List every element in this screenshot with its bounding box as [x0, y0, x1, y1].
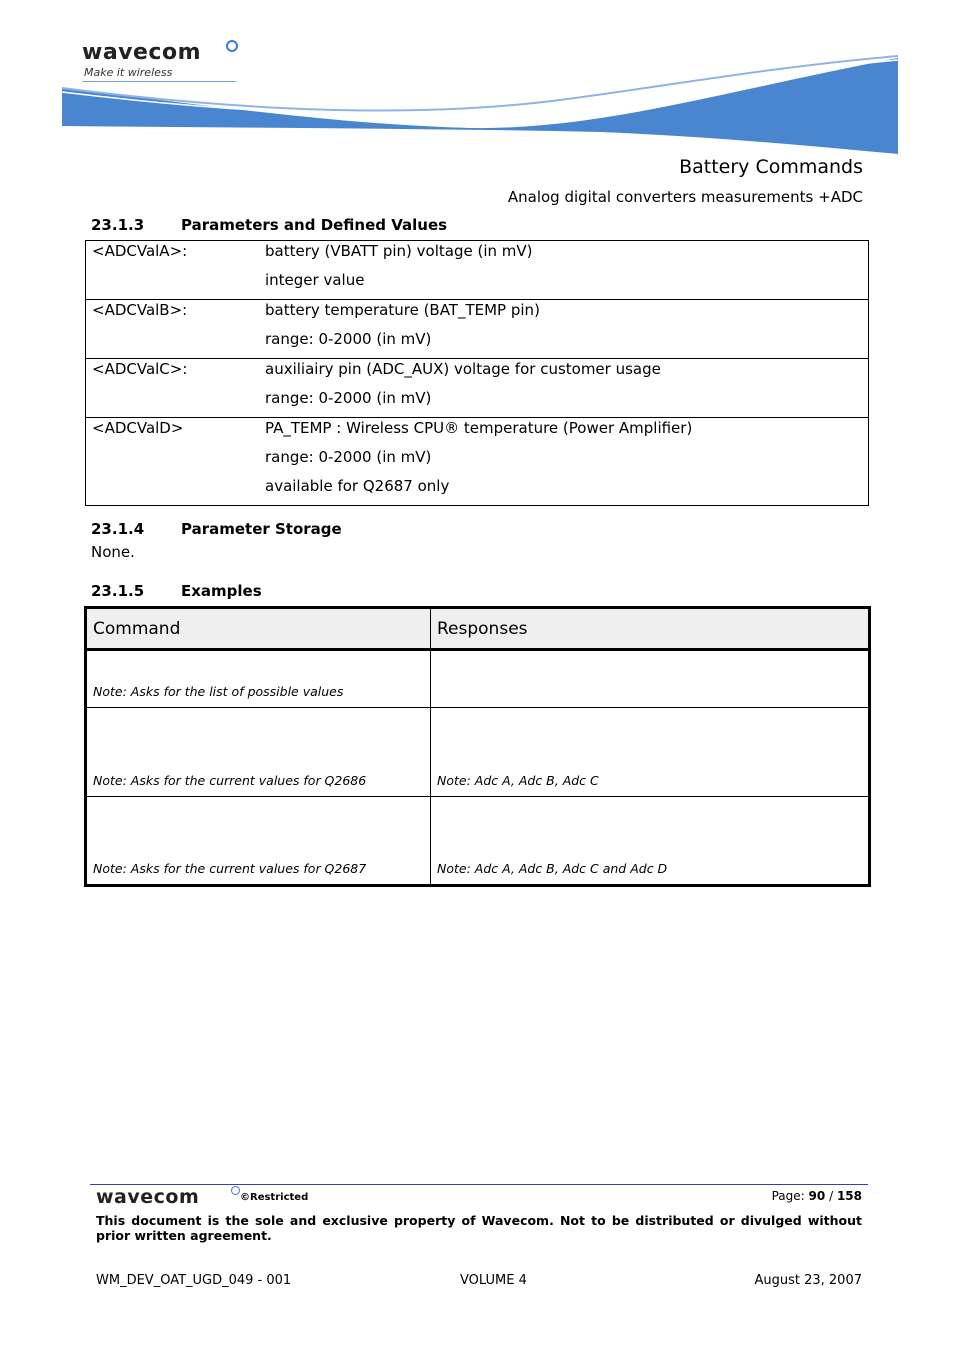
footer-wavecom-logo: wavecom	[96, 1186, 200, 1208]
section-number: 23.1.5	[91, 582, 145, 600]
param-name: <ADCValB>:	[92, 301, 188, 319]
param-name: <ADCValC>:	[92, 360, 188, 378]
document-id: WM_DEV_OAT_UGD_049 - 001	[96, 1273, 292, 1288]
param-value: range: 0-2000 (in mV)	[265, 389, 432, 407]
param-value: battery temperature (BAT_TEMP pin)	[265, 301, 540, 319]
page-label: Page:	[771, 1189, 805, 1203]
command-note: Note: Asks for the current values for Q2687	[86, 797, 431, 886]
footer-logo-swirl-icon	[231, 1186, 240, 1195]
section-heading-storage	[91, 520, 342, 538]
table-row	[86, 797, 870, 886]
column-header-command: Command	[86, 608, 431, 650]
restricted-label: ©Restricted	[240, 1192, 309, 1203]
header-wave-banner	[0, 52, 954, 157]
page-total: 158	[836, 1189, 862, 1203]
column-header-responses: Responses	[431, 608, 870, 650]
examples-table	[84, 606, 871, 887]
parameters-table	[85, 240, 869, 506]
command-note: Note: Asks for the current values for Q2686	[86, 708, 431, 797]
wavecom-logo: wavecom	[82, 40, 202, 65]
section-number: 23.1.3	[91, 216, 145, 234]
param-value: range: 0-2000 (in mV)	[265, 330, 432, 348]
param-value: auxiliairy pin (ADC_AUX) voltage for customer usage	[265, 360, 661, 378]
chapter-title: Battery Commands	[679, 156, 863, 178]
footer-rule	[90, 1184, 868, 1185]
param-row	[86, 241, 868, 300]
param-value: battery (VBATT pin) voltage (in mV)	[265, 242, 533, 260]
section-heading-params	[91, 216, 447, 234]
section-title: Examples	[181, 582, 262, 600]
table-row	[86, 650, 870, 708]
document-date: August 23, 2007	[754, 1273, 862, 1288]
section-title: Parameters and Defined Values	[181, 216, 448, 234]
logo-swirl-icon	[226, 40, 238, 52]
table-row	[86, 708, 870, 797]
section-title: Parameter Storage	[181, 520, 342, 538]
confidentiality-notice: This document is the sole and exclusive property of Wavecom. Not to be distributed or divulged without prior written agreement.	[96, 1213, 862, 1243]
response-note: Note: Adc A, Adc B, Adc C and Adc D	[431, 797, 870, 886]
examples-header-row	[86, 608, 870, 650]
chapter-subtitle: Analog digital converters measurements +ADC	[507, 188, 863, 206]
response-note: Note: Adc A, Adc B, Adc C	[431, 708, 870, 797]
param-row	[86, 300, 868, 359]
param-value: available for Q2687 only	[265, 477, 450, 495]
param-name: <ADCValA>:	[92, 242, 188, 260]
page-separator: /	[829, 1189, 834, 1203]
param-value: integer value	[265, 271, 365, 289]
volume-label: VOLUME 4	[460, 1273, 527, 1288]
param-row	[86, 418, 868, 505]
logo-tagline: Make it wireless	[84, 66, 173, 79]
section-heading-examples	[91, 582, 262, 600]
response-note	[431, 650, 870, 708]
param-row	[86, 359, 868, 418]
param-value: range: 0-2000 (in mV)	[265, 448, 432, 466]
command-note: Note: Asks for the list of possible values	[86, 650, 431, 708]
param-name: <ADCValD>	[92, 419, 184, 437]
section-number: 23.1.4	[91, 520, 145, 538]
page-current: 90	[808, 1189, 826, 1203]
storage-body: None.	[91, 543, 135, 561]
param-value: PA_TEMP : Wireless CPU® temperature (Power Amplifier)	[265, 419, 693, 437]
page-number	[772, 1189, 862, 1203]
